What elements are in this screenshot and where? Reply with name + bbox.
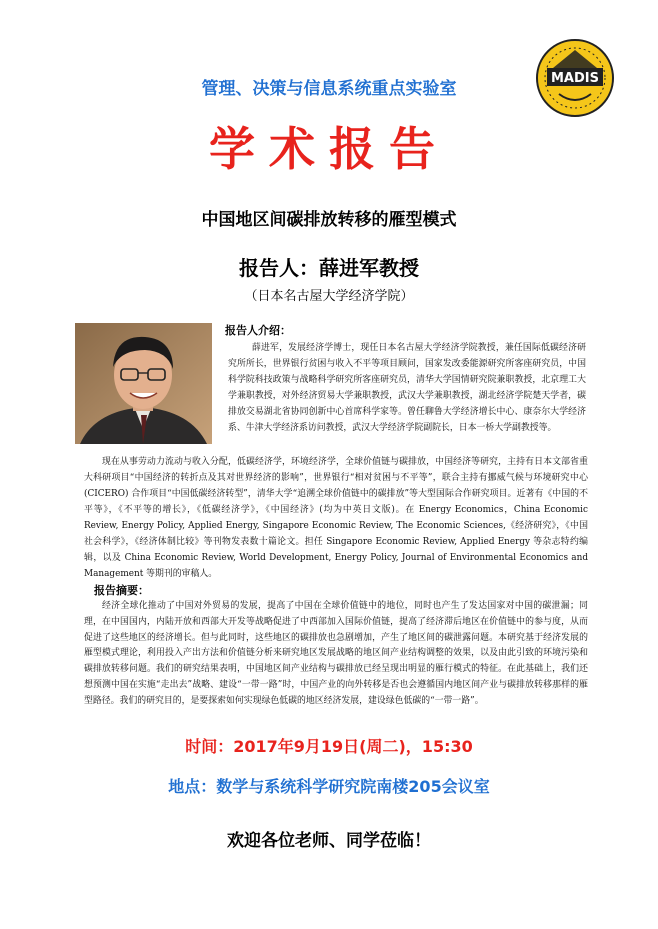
speaker-name: 报告人：薛进军教授	[239, 256, 419, 280]
lab-name: 管理、决策与信息系统重点实验室	[201, 79, 457, 99]
speaker-affiliation: （日本名古屋大学经济学院）	[244, 289, 414, 304]
abstract-label: 报告摘要：	[94, 584, 149, 597]
talk-topic: 中国地区间碳排放转移的雁型模式	[201, 210, 457, 230]
event-time: 时间：2017年9月19日(周二)，15:30	[185, 737, 473, 756]
event-location: 地点：数学与系统科学研究院南楼205会议室	[168, 777, 490, 796]
logo-text: MADIS	[551, 71, 599, 86]
bio-paragraph-2: 现在从事劳动力流动与收入分配，低碳经济学，环境经济学，全球价值链与碳排放，中国经济等研究，主持有日本文部省重大科研项目“中国经济的转折点及其对世界经济的影响”，世界银行“相对贫困与不平等”，联合主持有挪威气候与环境研究中心 (CICERO) 合作项目“中国低碳经济转型”，清华大学“追溯全球价值链中的碳排放”等大型国际合作研究项目。近著有《中国的不平等》，《不平等的增长》，《低碳经济学》，《中国经济》(均为中英日文版)。在 Energy Economics，China Economic Review, Energy Policy, Applied Energy, Singapore Economic Review, The Economic Sciences,《经济研究》，《中国社会科学》，《经济体制比较》等刊物发表数十篇论文。担任 Singapore Economic Review, Applied Energy 等杂志特约编辑，以及 China Economic Review, World Development, Energy Policy, Journal of Environmental Economics and Management 等期刊的审稿人。	[84, 457, 588, 579]
poster-title: 学术报告	[209, 122, 449, 176]
bio-label: 报告人介绍：	[225, 324, 291, 337]
welcome-message: 欢迎各位老师、同学莅临！	[227, 831, 431, 851]
abstract-text: 经济全球化推动了中国对外贸易的发展，提高了中国在全球价值链中的地位，同时也产生了发达国家对中国的碳泄漏；同理，在中国国内，内陆开放和西部大开发等战略促进了中西部加入国际价值链，提高了经济滞后地区在价值链中的参与度，从而促进了这些地区的经济增长。但与此同时，这些地区的碳排放也急剧增加，产生了地区间的碳泄露问题。本研究基于经济发展的雁型模式理论，利用投入产出方法和价值链分析来研究地区发展战略的地区间产业结构调整的效果，以及由此引致的环境污染和碳排放转移问题。我们的研究结果表明，中国地区间产业结构与碳排放已经呈现出明显的雁行模式的特征。在此基础上，我们还想预测中国在实施“走出去”战略、建设“一带一路”时，中国产业的向外转移是否也会遵循国内地区间产业与碳排放转移那样的雁型路径。我们的研究目的，是要探索如何实现绿色低碳的地区经济发展，建设绿色低碳的“一带一路”。	[84, 601, 588, 706]
bio-paragraph-1: 薛进军，发展经济学博士，现任日本名古屋大学经济学院教授，兼任国际低碳经济研究所所长，世界银行贫困与收入不平等项目顾问，国家发改委能源研究所客座研究员，中国科学院科技政策与战略科学研究所客座研究员，清华大学国情研究院兼职教授，北京理工大学兼职教授，对外经济贸易大学兼职教授，武汉大学兼职教授，湖北经济学院楚天学者，碳排放交易湖北省协同创新中心首席科学家等。曾任聊鲁大学经济增长中心、康奈尔大学经济系、牛津大学经济系访问教授，武汉大学经济学院副院长，日本一桥大学副教授等。	[228, 343, 586, 433]
speaker-photo	[75, 323, 212, 444]
